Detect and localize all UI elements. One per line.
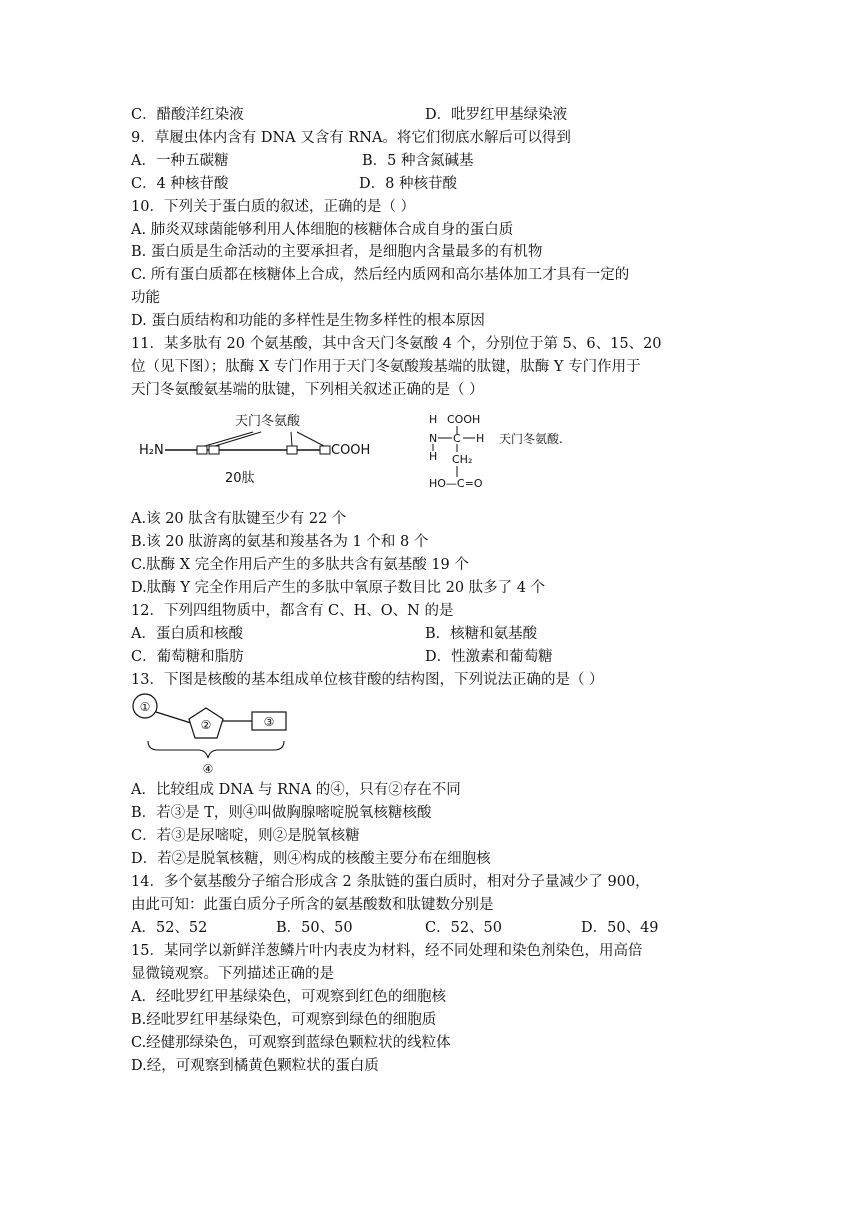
label-4: ④	[202, 762, 214, 776]
q8-option-c: C．醋酸洋红染液	[131, 107, 244, 123]
q15-stem-line2: 显微镜观察。下列描述正确的是	[131, 966, 334, 982]
structure-acid-group: HO—C=O	[429, 477, 483, 490]
peptide-caption: 20肽	[225, 471, 255, 486]
q11-option-b: B.该 20 肽游离的氨基和羧基各为 1 个和 8 个	[131, 534, 429, 550]
q10-stem: 10．下列关于蛋白质的叙述，正确的是（ ）	[131, 199, 416, 215]
q14-option-d: D．50、49	[581, 920, 659, 936]
q11-option-c: C.肽酶 X 完全作用后产生的多肽共含有氨基酸 19 个	[131, 557, 469, 573]
q9-option-d: D．8 种核苷酸	[359, 176, 457, 192]
q11-stem-line1: 11．某多肽有 20 个氨基酸，其中含天门冬氨酸 4 个，分别位于第 5、6、15、20	[131, 336, 662, 352]
structure-c: C	[453, 432, 461, 445]
q9-stem: 9．草履虫体内含有 DNA 又含有 RNA。将它们彻底水解后可以得到	[131, 130, 571, 146]
q13-option-a: A．比较组成 DNA 与 RNA 的④，只有②存在不同	[131, 782, 461, 798]
q10-option-b: B. 蛋白质是生命活动的主要承担者，是细胞内含量最多的有机物	[131, 244, 543, 260]
structure-h-top: H	[429, 413, 438, 426]
q11-option-d: D.肽酶 Y 完全作用后产生的多肽中氧原子数目比 20 肽多了 4 个	[131, 580, 546, 596]
q10-option-a: A. 肺炎双球菌能够利用人体细胞的核糖体合成自身的蛋白质	[131, 222, 514, 238]
aspartate-6-box	[209, 446, 219, 454]
structure-h-bottom: H	[429, 450, 438, 463]
q12-option-d: D．性激素和葡萄糖	[425, 649, 553, 665]
peptide-h2n-label: H₂N	[139, 443, 164, 458]
label-1: ①	[139, 700, 151, 714]
q15-option-a: A．经吡罗红甲基绿染色，可观察到红色的细胞核	[131, 989, 446, 1005]
q9-option-a: A．一种五碳糖	[131, 153, 229, 169]
structure-label: 天门冬氨酸.	[499, 432, 563, 446]
aspartic-acid-structure	[425, 405, 585, 495]
structure-n: N	[429, 432, 438, 445]
structure-ch2: CH₂	[452, 453, 473, 466]
q12-option-b: B．核糖和氨基酸	[425, 626, 538, 642]
peptide-cooh-label: COOH	[331, 443, 371, 458]
q11-option-a: A.该 20 肽含有肽键至少有 22 个	[131, 511, 347, 527]
q14-option-c: C．52、50	[425, 920, 502, 936]
q12-option-c: C．葡萄糖和脂肪	[131, 649, 244, 665]
q15-option-b: B.经吡罗红甲基绿染色，可观察到绿色的细胞质	[131, 1012, 437, 1028]
structure-h-right: H	[476, 432, 485, 445]
q12-stem: 12．下列四组物质中，都含有 C、H、O、N 的是	[131, 603, 454, 619]
peptide-diagram	[135, 405, 385, 495]
nucleotide-diagram	[128, 692, 308, 778]
aspartate-15-box	[287, 446, 297, 454]
q11-stem-line2: 位（见下图）；肽酶 X 专门作用于天门冬氨酸羧基端的肽键，肽酶 Y 专门作用于	[131, 359, 641, 375]
q8-option-d: D．吡罗红甲基绿染液	[425, 107, 568, 123]
aspartate-20-box	[320, 446, 330, 454]
q15-option-c: C.经健那绿染色，可观察到蓝绿色颗粒状的线粒体	[131, 1035, 451, 1051]
q13-option-d: D．若②是脱氧核糖，则④构成的核酸主要分布在细胞核	[131, 851, 491, 867]
q9-option-b: B．5 种含氮碱基	[362, 153, 474, 169]
q9-option-c: C．4 种核苷酸	[131, 176, 229, 192]
q14-option-a: A．52、52	[131, 920, 208, 936]
label-3: ③	[263, 715, 275, 729]
nucleotide-brace	[148, 741, 284, 758]
q10-option-d: D. 蛋白质结构和功能的多样性是生物多样性的根本原因	[131, 313, 485, 329]
q15-stem-line1: 15．某同学以新鲜洋葱鳞片叶内表皮为材料，经不同处理和染色剂染色，用高倍	[131, 943, 643, 959]
label-2: ②	[200, 718, 212, 732]
q14-option-b: B．50、50	[276, 920, 353, 936]
pointer-line-15	[291, 432, 292, 446]
q10-option-c: C. 所有蛋白质都在核糖体上合成，然后经内质网和高尔基体加工才具有一定的	[131, 267, 630, 283]
aspartate-5-box	[197, 446, 207, 454]
q13-option-c: C．若③是尿嘧啶，则②是脱氧核糖	[131, 828, 360, 844]
q13-stem: 13．下图是核酸的基本组成单位核苷酸的结构图，下列说法正确的是（ ）	[131, 672, 604, 688]
q13-option-b: B．若③是 T，则④叫做胸腺嘧啶脱氧核糖核酸	[131, 805, 432, 821]
pointer-line-5	[205, 432, 253, 446]
q12-option-a: A．蛋白质和核酸	[131, 626, 243, 642]
q14-stem-line1: 14．多个氨基酸分子缩合形成含 2 条肽链的蛋白质时，相对分子量减少了 900，	[131, 874, 650, 890]
q11-stem-line3: 天门冬氨酸氨基端的肽键，下列相关叙述正确的是（ ）	[131, 382, 484, 398]
q10-option-c-cont: 功能	[131, 290, 160, 306]
aspartic-acid-label: 天门冬氨酸	[235, 414, 301, 429]
pointer-line-20	[297, 432, 324, 446]
pointer-line-6	[215, 432, 261, 446]
q14-stem-line2: 由此可知：此蛋白质分子所含的氨基酸数和肽键数分别是	[131, 897, 494, 913]
structure-cooh: COOH	[447, 413, 481, 426]
q15-option-d: D.经，可观察到橘黄色颗粒状的蛋白质	[131, 1058, 379, 1074]
